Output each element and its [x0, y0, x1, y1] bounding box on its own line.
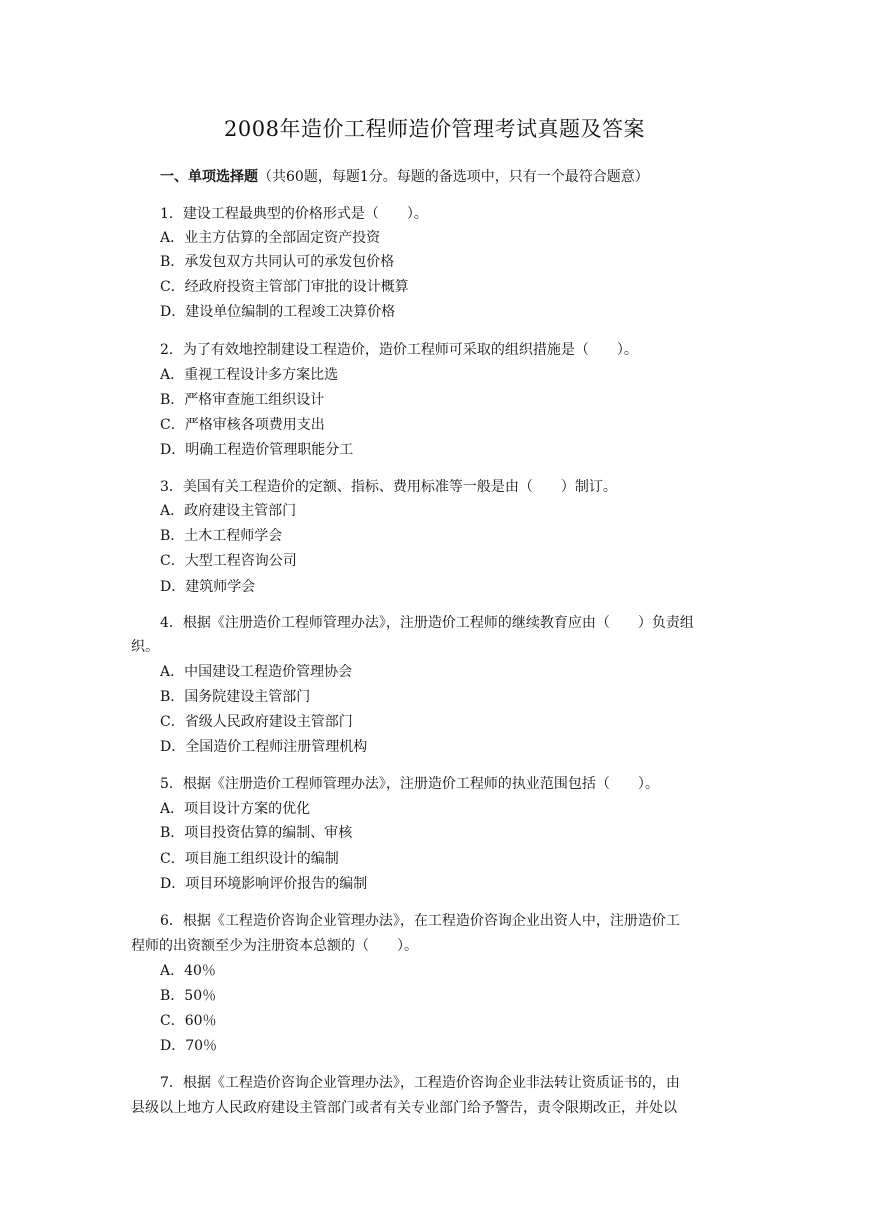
question-2-option-c: C．严格审核各项费用支出 [160, 417, 325, 433]
question-2-option-b: B．严格审查施工组织设计 [160, 392, 325, 408]
question-3-option-d: D．建筑师学会 [160, 579, 256, 595]
question-6-option-d: D．70％ [160, 1038, 218, 1054]
question-3-stem: 3．美国有关工程造价的定额、指标、费用标准等一般是由（ ）制订。 [160, 479, 617, 495]
question-1-option-a: A．业主方估算的全部固定资产投资 [160, 230, 381, 246]
question-4-stem-continued: 织。 [131, 639, 159, 655]
question-1-stem: 1．建设工程最典型的价格形式是（ ）。 [160, 206, 428, 222]
question-3-option-a: A．政府建设主管部门 [160, 503, 297, 519]
question-1-option-d: D．建设单位编制的工程竣工决算价格 [160, 304, 396, 320]
question-1-option-c: C．经政府投资主管部门审批的设计概算 [160, 279, 409, 295]
question-7-stem: 7．根据《工程造价咨询企业管理办法》，工程造价咨询企业非法转让资质证书的，由 [160, 1075, 680, 1091]
question-5-option-a: A．项目设计方案的优化 [160, 801, 311, 817]
question-6-option-b: B．50％ [160, 988, 217, 1004]
section-heading [160, 166, 649, 188]
question-6-stem: 6．根据《工程造价咨询企业管理办法》，在工程造价咨询企业出资人中，注册造价工 [160, 913, 680, 929]
question-2-option-a: A．重视工程设计多方案比选 [160, 367, 339, 383]
question-4-option-d: D．全国造价工程师注册管理机构 [160, 739, 368, 755]
question-7-stem-continued: 县级以上地方人民政府建设主管部门或者有关专业部门给予警告，责令限期改正，并处以 [131, 1100, 677, 1116]
question-3-option-b: B．土木工程师学会 [160, 528, 283, 544]
question-4-option-a: A．中国建设工程造价管理协会 [160, 664, 353, 680]
question-4-option-b: B．国务院建设主管部门 [160, 689, 311, 705]
question-1-option-b: B．承发包双方共同认可的承发包价格 [160, 254, 395, 270]
question-5-option-c: C．项目施工组织设计的编制 [160, 851, 339, 867]
question-2-stem: 2．为了有效地控制建设工程造价，造价工程师可采取的组织措施是（ ）。 [160, 342, 638, 358]
question-4-option-c: C．省级人民政府建设主管部门 [160, 714, 353, 730]
question-3-option-c: C．大型工程咨询公司 [160, 553, 297, 569]
page-title: 2008年造价工程师造价管理考试真题及答案 [224, 117, 645, 141]
question-5-option-d: D．项目环境影响评价报告的编制 [160, 876, 368, 892]
section-heading-label: 一、单项选择题 [160, 169, 258, 185]
question-6-option-c: C．60％ [160, 1013, 217, 1029]
question-5-stem: 5．根据《注册造价工程师管理办法》，注册造价工程师的执业范围包括（ ）。 [160, 776, 659, 792]
question-4-stem: 4．根据《注册造价工程师管理办法》，注册造价工程师的继续教育应由（ ）负责组 [160, 615, 694, 631]
question-2-option-d: D．明确工程造价管理职能分工 [160, 442, 354, 458]
question-5-option-b: B．项目投资估算的编制、审核 [160, 825, 353, 841]
section-heading-note: （共60题，每题1分。每题的备选项中，只有一个最符合题意） [258, 169, 649, 185]
question-6-option-a: A．40％ [160, 963, 216, 979]
question-6-stem-continued: 程师的出资额至少为注册资本总额的（ ）。 [131, 938, 418, 954]
